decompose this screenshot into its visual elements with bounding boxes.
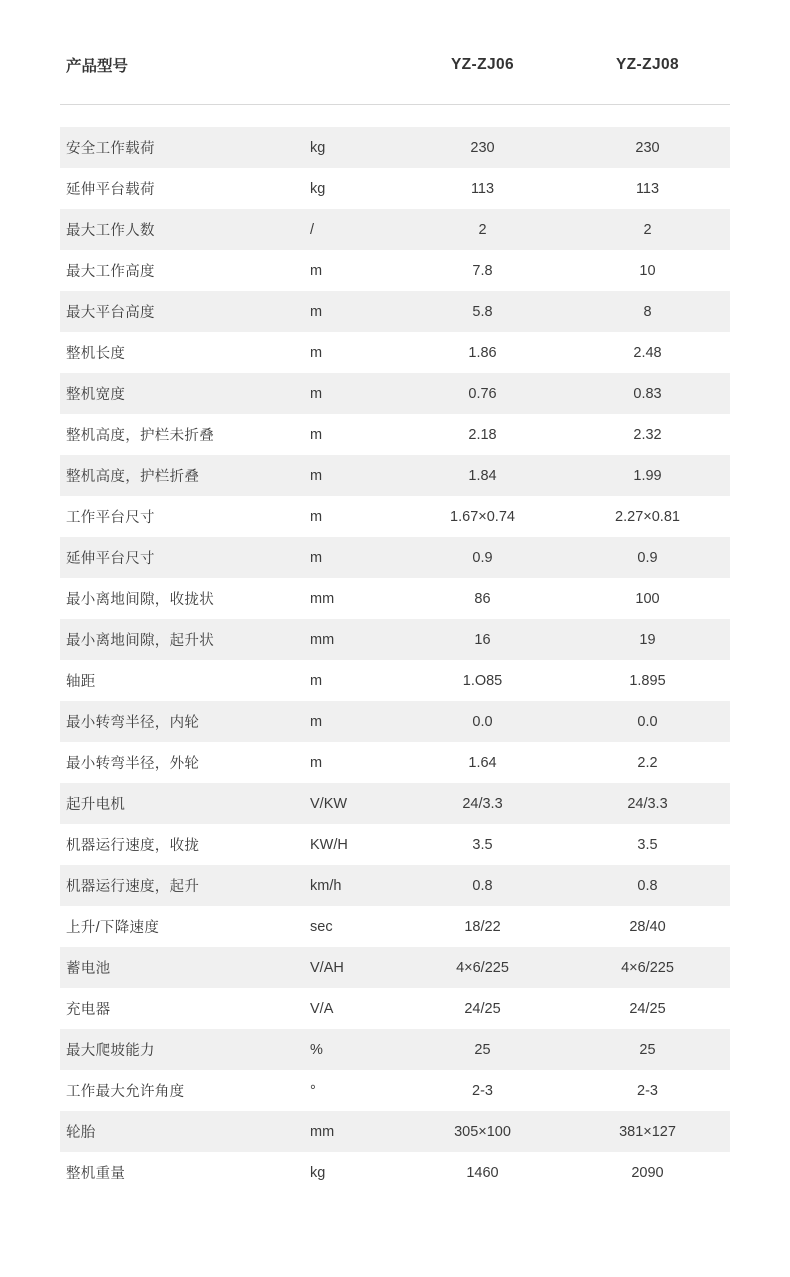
spec-value-model-2: 0.83 — [565, 373, 730, 414]
spec-label: 最大爬坡能力 — [60, 1029, 310, 1070]
table-row — [60, 865, 730, 906]
table-row — [60, 578, 730, 619]
specification-table — [60, 24, 730, 1193]
spec-value-model-2: 24/25 — [565, 988, 730, 1029]
spec-label: 起升电机 — [60, 783, 310, 824]
spec-label: 最小转弯半径，内轮 — [60, 701, 310, 742]
table-row — [60, 783, 730, 824]
spec-value-model-2: 1.99 — [565, 455, 730, 496]
table-row — [60, 414, 730, 455]
spec-label: 最大工作人数 — [60, 209, 310, 250]
table-row — [60, 332, 730, 373]
table-header-row — [60, 24, 730, 105]
spec-label: 最小离地间隙，收拢状 — [60, 578, 310, 619]
spec-unit: mm — [310, 1111, 400, 1152]
spec-label: 最大工作高度 — [60, 250, 310, 291]
spec-unit: m — [310, 496, 400, 537]
spec-unit: V/A — [310, 988, 400, 1029]
spec-value-model-2: 2.27×0.81 — [565, 496, 730, 537]
column-header-product-model: 产品型号 — [60, 24, 310, 105]
table-row — [60, 1029, 730, 1070]
spec-value-model-1: 24/25 — [400, 988, 565, 1029]
spec-value-model-2: 2.2 — [565, 742, 730, 783]
spec-value-model-1: 1460 — [400, 1152, 565, 1193]
spec-value-model-1: 0.8 — [400, 865, 565, 906]
spec-value-model-2: 4×6/225 — [565, 947, 730, 988]
table-row — [60, 209, 730, 250]
spec-value-model-1: 7.8 — [400, 250, 565, 291]
spec-label: 最小离地间隙，起升状 — [60, 619, 310, 660]
spec-label: 充电器 — [60, 988, 310, 1029]
spec-unit: m — [310, 250, 400, 291]
spec-value-model-2: 381×127 — [565, 1111, 730, 1152]
spec-value-model-1: 24/3.3 — [400, 783, 565, 824]
spec-value-model-2: 10 — [565, 250, 730, 291]
spec-value-model-1: 230 — [400, 127, 565, 168]
table-row — [60, 1111, 730, 1152]
table-row — [60, 537, 730, 578]
spec-unit: km/h — [310, 865, 400, 906]
spec-value-model-1: 5.8 — [400, 291, 565, 332]
spec-label: 机器运行速度，起升 — [60, 865, 310, 906]
spec-value-model-2: 3.5 — [565, 824, 730, 865]
spec-value-model-2: 19 — [565, 619, 730, 660]
spec-label: 整机高度，护栏未折叠 — [60, 414, 310, 455]
spec-value-model-2: 28/40 — [565, 906, 730, 947]
spec-value-model-2: 2.32 — [565, 414, 730, 455]
spec-unit: mm — [310, 578, 400, 619]
spec-label: 蓄电池 — [60, 947, 310, 988]
spec-unit: % — [310, 1029, 400, 1070]
spec-value-model-1: 1.86 — [400, 332, 565, 373]
table-row — [60, 742, 730, 783]
spec-unit: V/KW — [310, 783, 400, 824]
spec-unit: / — [310, 209, 400, 250]
spec-value-model-2: 2.48 — [565, 332, 730, 373]
spec-value-model-2: 0.0 — [565, 701, 730, 742]
spec-value-model-1: 1.84 — [400, 455, 565, 496]
spec-unit: m — [310, 373, 400, 414]
spec-label: 整机长度 — [60, 332, 310, 373]
table-row — [60, 455, 730, 496]
spec-value-model-2: 2-3 — [565, 1070, 730, 1111]
spec-value-model-1: 1.64 — [400, 742, 565, 783]
spec-label: 工作最大允许角度 — [60, 1070, 310, 1111]
spec-value-model-2: 100 — [565, 578, 730, 619]
spec-unit: kg — [310, 1152, 400, 1193]
spec-value-model-2: 8 — [565, 291, 730, 332]
spec-value-model-1: 3.5 — [400, 824, 565, 865]
spec-label: 安全工作载荷 — [60, 127, 310, 168]
spec-label: 轴距 — [60, 660, 310, 701]
spec-value-model-2: 2 — [565, 209, 730, 250]
spec-value-model-2: 25 — [565, 1029, 730, 1070]
table-row — [60, 701, 730, 742]
table-row — [60, 168, 730, 209]
table-row — [60, 824, 730, 865]
spec-value-model-1: 25 — [400, 1029, 565, 1070]
table-row — [60, 1070, 730, 1111]
spec-value-model-1: 305×100 — [400, 1111, 565, 1152]
spec-value-model-1: 1.O85 — [400, 660, 565, 701]
spec-unit: m — [310, 701, 400, 742]
spec-value-model-2: 1.895 — [565, 660, 730, 701]
spec-unit: mm — [310, 619, 400, 660]
spec-label: 工作平台尺寸 — [60, 496, 310, 537]
spec-value-model-1: 113 — [400, 168, 565, 209]
spec-value-model-1: 2-3 — [400, 1070, 565, 1111]
spec-label: 整机高度，护栏折叠 — [60, 455, 310, 496]
spec-value-model-1: 0.76 — [400, 373, 565, 414]
spec-value-model-1: 1.67×0.74 — [400, 496, 565, 537]
table-row — [60, 250, 730, 291]
spec-label: 最小转弯半径，外轮 — [60, 742, 310, 783]
spec-unit: m — [310, 414, 400, 455]
spec-unit: sec — [310, 906, 400, 947]
spec-value-model-1: 2.18 — [400, 414, 565, 455]
spec-unit: V/AH — [310, 947, 400, 988]
column-header-model-1: YZ-ZJ06 — [400, 24, 565, 105]
spec-unit: m — [310, 537, 400, 578]
table-row — [60, 619, 730, 660]
table-body — [60, 105, 730, 1194]
header-spacer-row — [60, 105, 730, 128]
spec-unit: m — [310, 660, 400, 701]
spec-unit: m — [310, 742, 400, 783]
spec-label: 最大平台高度 — [60, 291, 310, 332]
spec-unit: m — [310, 332, 400, 373]
table-row — [60, 373, 730, 414]
spec-unit: ° — [310, 1070, 400, 1111]
spec-unit: kg — [310, 127, 400, 168]
spec-value-model-1: 0.9 — [400, 537, 565, 578]
spec-value-model-2: 113 — [565, 168, 730, 209]
spec-label: 延伸平台载荷 — [60, 168, 310, 209]
table-row — [60, 906, 730, 947]
column-header-model-2: YZ-ZJ08 — [565, 24, 730, 105]
spec-value-model-1: 86 — [400, 578, 565, 619]
spec-value-model-1: 18/22 — [400, 906, 565, 947]
spec-label: 机器运行速度，收拢 — [60, 824, 310, 865]
spec-value-model-2: 2090 — [565, 1152, 730, 1193]
spec-unit: KW/H — [310, 824, 400, 865]
table-row — [60, 496, 730, 537]
spec-sheet-page — [0, 24, 790, 1277]
spec-label: 整机宽度 — [60, 373, 310, 414]
spec-label: 整机重量 — [60, 1152, 310, 1193]
spec-unit: m — [310, 455, 400, 496]
spec-value-model-2: 0.9 — [565, 537, 730, 578]
spec-value-model-1: 16 — [400, 619, 565, 660]
spec-value-model-2: 0.8 — [565, 865, 730, 906]
spec-value-model-1: 0.0 — [400, 701, 565, 742]
table-header — [60, 24, 730, 105]
table-row — [60, 947, 730, 988]
spec-label: 上升/下降速度 — [60, 906, 310, 947]
spec-value-model-2: 24/3.3 — [565, 783, 730, 824]
column-header-unit — [310, 24, 400, 105]
table-row — [60, 127, 730, 168]
table-row — [60, 988, 730, 1029]
table-row — [60, 291, 730, 332]
spec-value-model-1: 2 — [400, 209, 565, 250]
table-row — [60, 1152, 730, 1193]
spec-value-model-2: 230 — [565, 127, 730, 168]
spec-label: 延伸平台尺寸 — [60, 537, 310, 578]
spec-unit: m — [310, 291, 400, 332]
spec-label: 轮胎 — [60, 1111, 310, 1152]
table-row — [60, 660, 730, 701]
spec-value-model-1: 4×6/225 — [400, 947, 565, 988]
spec-unit: kg — [310, 168, 400, 209]
